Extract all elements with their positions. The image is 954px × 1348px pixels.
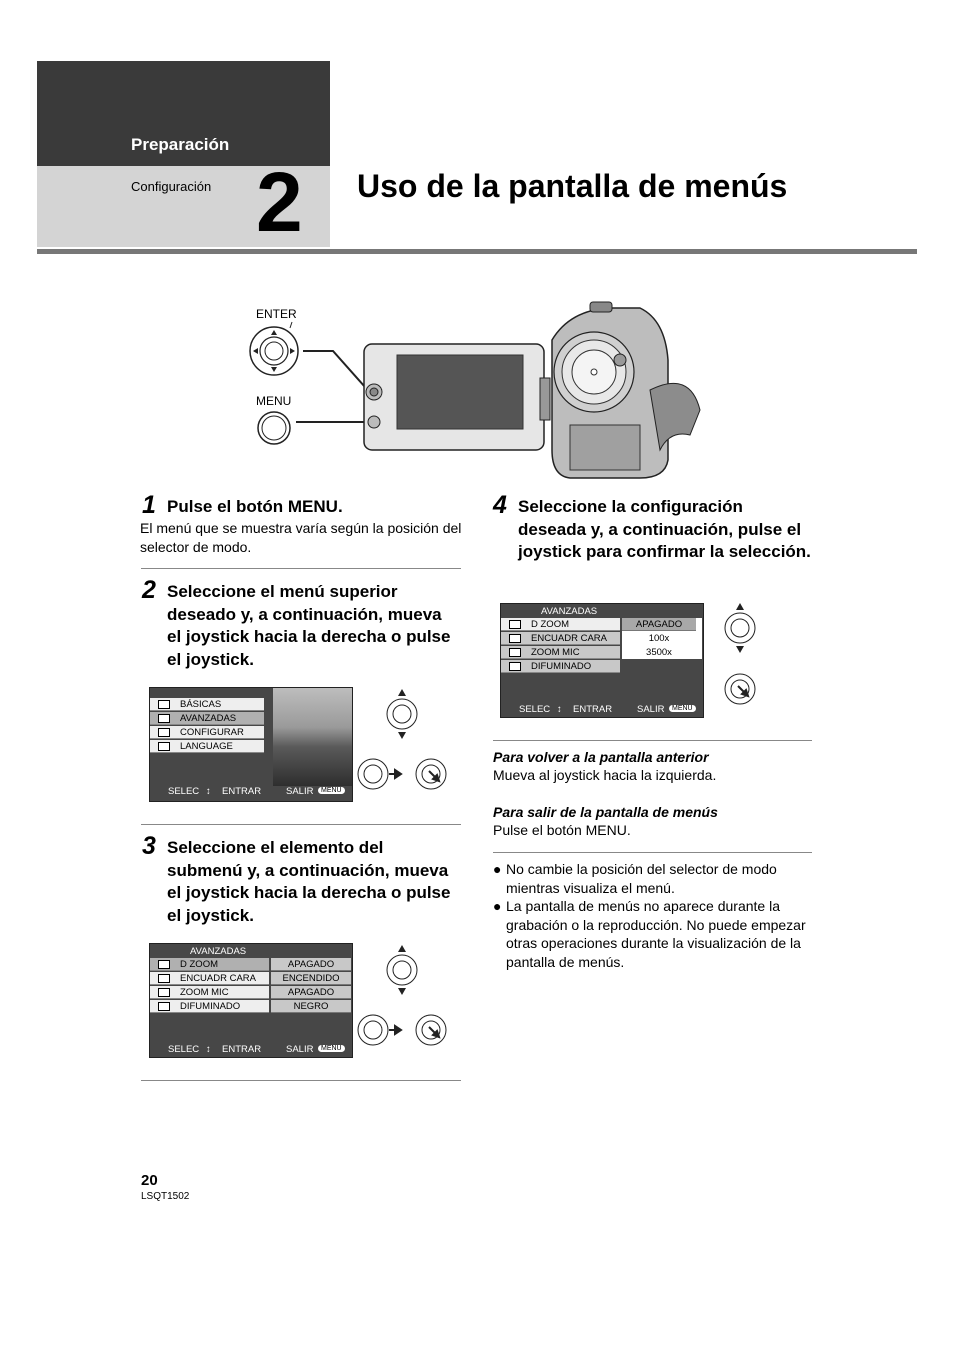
subsection-label: Configuración	[131, 179, 212, 194]
joystick-up-down-icon	[387, 945, 417, 995]
joystick-diagram-step4	[715, 600, 765, 715]
menu-item-configurar[interactable]: CONFIGURAR	[150, 726, 264, 739]
step-2-number: 2	[142, 576, 156, 604]
camcorder-illustration	[240, 300, 710, 485]
bullet-list	[493, 860, 813, 971]
step-3-number: 3	[142, 832, 156, 860]
submenu-item-zoommic[interactable]: ZOOM MIC	[150, 986, 269, 999]
face-frame-icon	[509, 634, 521, 643]
zoom-icon	[509, 620, 521, 629]
joystick-press-icon	[725, 674, 755, 704]
joystick-right-icon	[358, 759, 401, 789]
divider	[493, 740, 812, 741]
options-screen	[500, 603, 704, 718]
joystick-diagram-step2	[355, 687, 455, 802]
joystick-press-icon	[416, 759, 446, 789]
note-exit-body: Pulse el botón MENU.	[493, 822, 631, 838]
submenu-value: APAGADO	[271, 986, 351, 999]
bar-exit: SALIR	[286, 786, 314, 797]
joystick-mini-icon: ↕	[557, 704, 562, 715]
submenu-item-difuminado[interactable]: DIFUMINADO	[150, 1000, 269, 1013]
submenu-item-dzoom[interactable]: D ZOOM	[501, 618, 620, 631]
bar-select: SELEC	[168, 786, 200, 797]
bar-exit: SALIR	[637, 704, 665, 715]
step-1-title: Pulse el botón MENU.	[167, 497, 343, 516]
face-frame-icon	[158, 974, 170, 983]
menu-badge: MENU	[669, 705, 696, 712]
list-item: ● No cambie la posición del selector de modo mientras visualiza el menú.	[493, 861, 777, 896]
submenu-item-encuadr[interactable]: ENCUADR CARA	[150, 972, 269, 985]
joystick-icon	[250, 322, 298, 375]
joystick-press-icon	[416, 1015, 446, 1045]
menu-badge: MENU	[318, 1045, 345, 1052]
submenu-header: AVANZADAS	[190, 946, 247, 957]
note-back-title: Para volver a la pantalla anterior	[493, 749, 709, 765]
menu-screen-top	[149, 687, 353, 802]
chapter-number: 2	[256, 155, 303, 249]
zoom-icon	[158, 960, 170, 969]
menu-item-language[interactable]: LANGUAGE	[150, 740, 264, 753]
step-4-number: 4	[493, 491, 507, 519]
submenu-item-encuadr[interactable]: ENCUADR CARA	[501, 632, 620, 645]
enter-label: ENTER	[256, 307, 297, 321]
title-rule	[37, 249, 917, 254]
bar-enter: ENTRAR	[222, 786, 262, 797]
divider	[141, 568, 461, 569]
bar-enter: ENTRAR	[573, 704, 613, 715]
list-item: ● La pantalla de menús no aparece durante la grabación o la reproducción. No puede empezar otras operaciones durante la visualización de la pantalla de menús.	[493, 898, 806, 970]
mic-icon	[509, 648, 521, 657]
divider	[493, 852, 812, 853]
joystick-right-icon	[358, 1015, 401, 1045]
landscape-photo	[273, 688, 352, 786]
bullet-icon: ●	[493, 861, 502, 877]
person-icon	[158, 700, 170, 709]
camera-icon	[158, 714, 170, 723]
section-label: Preparación	[131, 135, 230, 154]
menu-item-avanzadas[interactable]: AVANZADAS	[150, 712, 264, 725]
fade-icon	[158, 1002, 170, 1011]
submenu-item-dzoom[interactable]: D ZOOM	[150, 958, 269, 971]
bar-enter: ENTRAR	[222, 1044, 262, 1055]
menu-item-basicas[interactable]: BÁSICAS	[150, 698, 264, 711]
menu-label: MENU	[256, 394, 292, 408]
step-1-number: 1	[142, 491, 156, 519]
submenu-item-zoommic[interactable]: ZOOM MIC	[501, 646, 620, 659]
joystick-up-down-icon	[725, 603, 755, 653]
step-4-title: Seleccione la configuración deseada y, a continuación, pulse el joystick para confirmar la selección.	[518, 497, 811, 561]
joystick-mini-icon: ↕	[206, 1044, 211, 1055]
option-3500x[interactable]: 3500x	[622, 646, 696, 659]
step-3-title: Seleccione el elemento del submenú y, a continuación, mueva el joystick hacia la derecha o pulse el joystick.	[167, 838, 451, 925]
note-exit-title: Para salir de la pantalla de menús	[493, 804, 718, 820]
joystick-diagram-step3	[355, 943, 455, 1058]
divider	[141, 1080, 461, 1081]
mic-icon	[158, 988, 170, 997]
submenu-header: AVANZADAS	[541, 606, 598, 617]
bar-select: SELEC	[519, 704, 551, 715]
bullet-icon: ●	[493, 898, 502, 914]
page-number: 20	[141, 1172, 158, 1189]
menu-button-icon	[258, 412, 290, 444]
joystick-mini-icon: ↕	[206, 786, 211, 797]
option-apagado[interactable]: APAGADO	[622, 618, 696, 631]
bar-exit: SALIR	[286, 1044, 314, 1055]
tools-icon	[158, 728, 170, 737]
submenu-value: NEGRO	[271, 1000, 351, 1013]
fade-icon	[509, 662, 521, 671]
step-2-title: Seleccione el menú superior deseado y, a continuación, mueva el joystick hacia la derecha o pulse el joystick.	[167, 582, 451, 669]
submenu-screen	[149, 943, 353, 1058]
option-100x[interactable]: 100x	[622, 632, 696, 645]
language-icon	[158, 742, 170, 751]
joystick-up-down-icon	[387, 689, 417, 739]
document-code: LSQT1502	[141, 1191, 190, 1202]
submenu-value: APAGADO	[271, 958, 351, 971]
note-back-body: Mueva al joystick hacia la izquierda.	[493, 767, 717, 783]
menu-badge: MENU	[318, 787, 345, 794]
page-title: Uso de la pantalla de menús	[357, 168, 788, 204]
step-1-body: El menú que se muestra varía según la posición del selector de modo.	[140, 520, 462, 555]
bar-select: SELEC	[168, 1044, 200, 1055]
submenu-item-difuminado[interactable]: DIFUMINADO	[501, 660, 620, 673]
submenu-value: ENCENDIDO	[271, 972, 351, 985]
divider	[141, 824, 461, 825]
